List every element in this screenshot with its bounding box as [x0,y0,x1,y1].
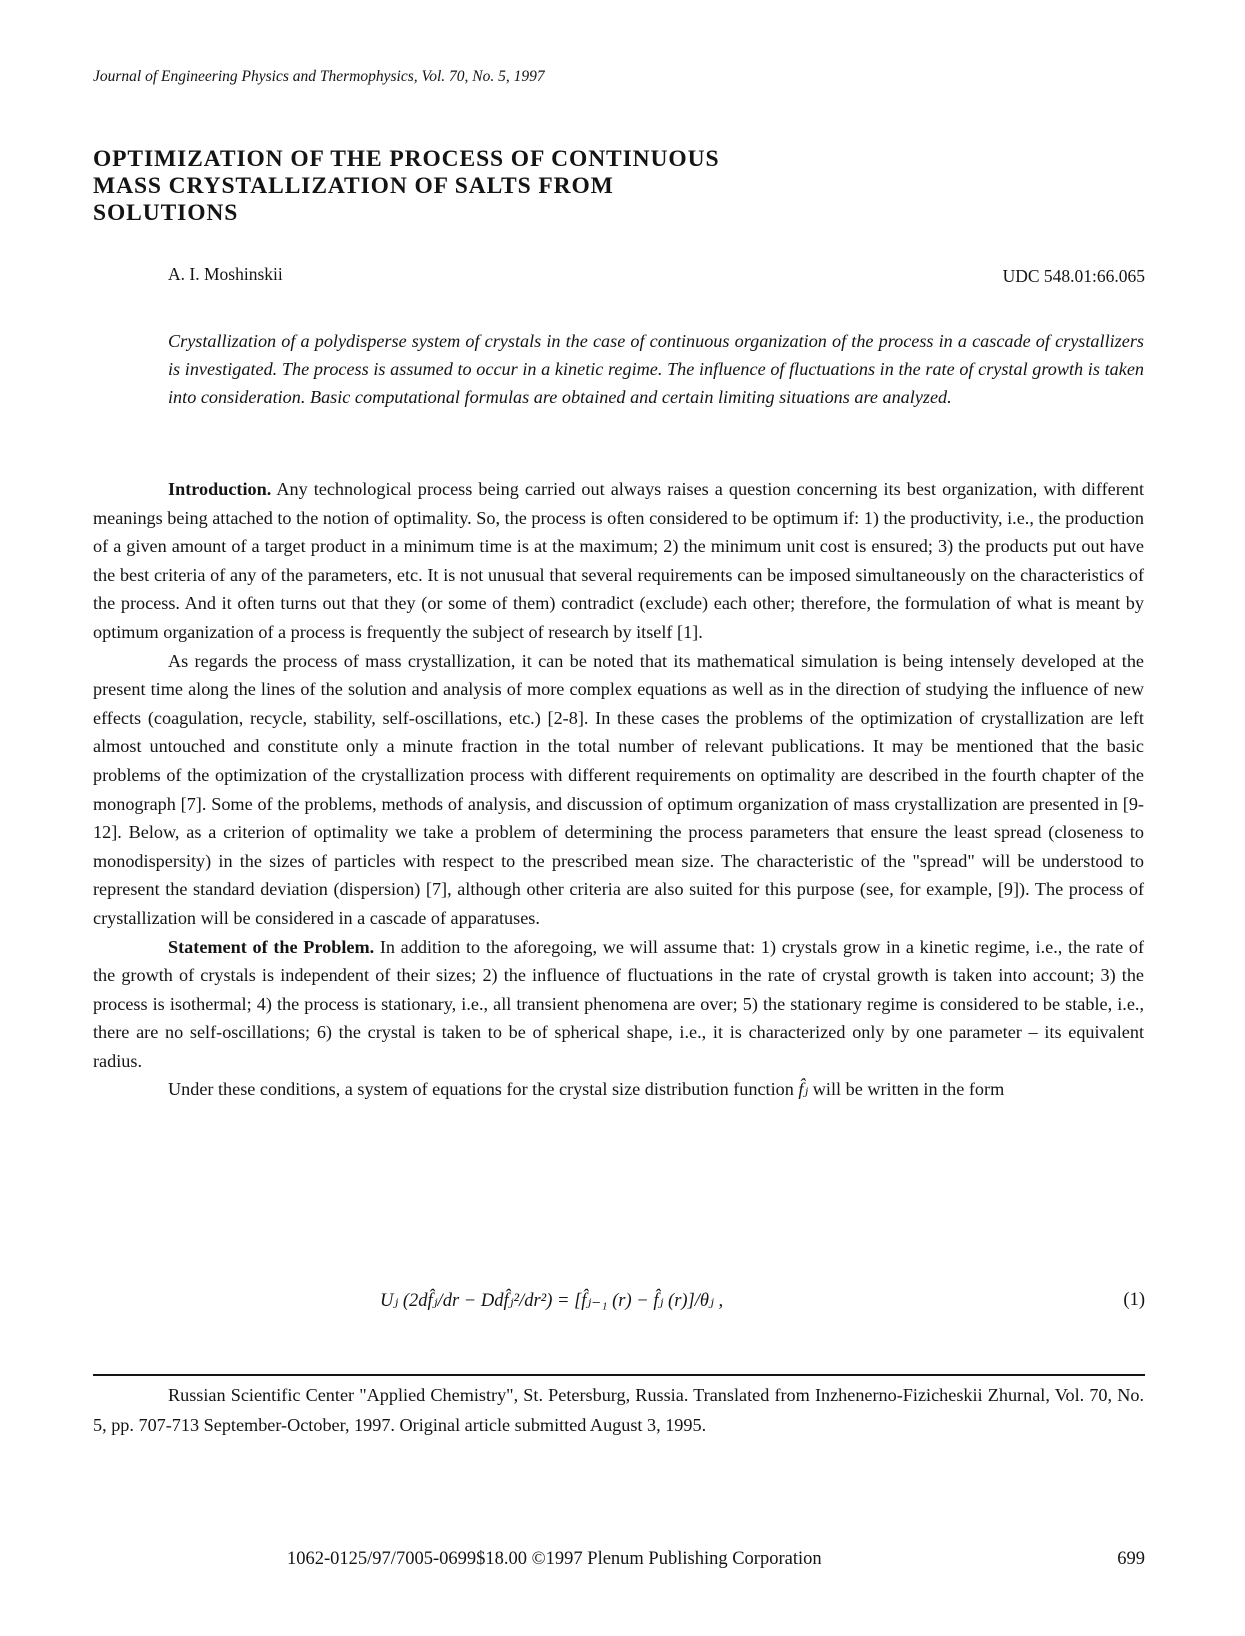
equation-1: Uⱼ (2df̂ⱼ/dr − Ddf̂ⱼ²/dr²) = [f̂ⱼ₋₁ (r) − f̂ⱼ (r)]/θⱼ , [380,1291,724,1311]
page-number: 699 [1117,1549,1145,1569]
distribution-function-symbol: f̂ⱼ [798,1079,809,1100]
footnote [93,1381,1144,1440]
article-title [93,146,853,227]
author-name: A. I. Moshinskii [168,264,283,284]
issn-copyright-line: 1062-0125/97/7005-0699$18.00 ©1997 Plenum Publishing Corporation [287,1549,822,1569]
statement-text: In addition to the aforegoing, we will assume that: 1) crystals grow in a kinetic regime, i.e., the rate of the growth of crystals is independent of their sizes; 2) the influence of fluctuations in the rate of crystal growth is taken into account; 3) the process is isothermal; 4) the process is stationary, i.e., all transient phenomena are over; 5) the stationary regime is considered to be stable, i.e., there are no self-oscillations; 6) the crystal is taken to be of spherical shape, i.e., it is characterized only by one parameter – its equivalent radius. [93,936,1145,1071]
equation-number: (1) [1123,1290,1145,1310]
paragraph-4 [93,1075,1144,1104]
paragraph-4-text-before: Under these conditions, a system of equations for the crystal size distribution function [168,1079,799,1100]
title-line: MASS CRYSTALLIZATION OF SALTS FROM [93,173,614,199]
paragraph-2: As regards the process of mass crystallization, it can be noted that its mathematical simulation is being intensely developed at the present time along the lines of the solution and analysis of more complex equations as well as in the direction of studying the influence of new effects (coagulation, recycle, stability, self-oscillations, etc.) [2-8]. In these cases the problems of the optimization of crystallization are left almost untouched and constitute only a minute fraction in the total number of relevant publications. It may be mentioned that the basic problems of the optimization of the crystallization process with different requirements on optimality are described in the fourth chapter of the monograph [7]. Some of the problems, methods of analysis, and discussion of optimum organization of mass crystallization are presented in [9-12]. Below, as a criterion of optimality we take a problem of determining the process parameters that ensure the least spread (closeness to monodispersity) in the sizes of particles with respect to the prescribed mean size. The characteristic of the "spread" will be understood to represent the standard deviation (dispersion) [7], although other criteria are also suited for this purpose (see, for example, [9]). The process of crystallization will be considered in a cascade of apparatuses. [93,650,1144,928]
title-line: OPTIMIZATION OF THE PROCESS OF CONTINUOUS [93,146,720,172]
intro-paragraph [93,475,1144,647]
intro-heading: Introduction. [168,479,272,499]
statement-heading: Statement of the Problem. [168,936,375,957]
abstract: Crystallization of a polydisperse system of crystals in the case of continuous organization of the process in a cascade of crystallizers is investigated. The process is assumed to occur in a kinetic regime. The influence of fluctuations in the rate of crystal growth is taken into consideration. Basic computational formulas are obtained and certain limiting situations are analyzed. [168,331,1144,408]
journal-header: Journal of Engineering Physics and Thermophysics, Vol. 70, No. 5, 1997 [93,68,545,85]
article-body [93,475,1144,1104]
udc-code: UDC 548.01:66.065 [1002,266,1145,286]
paragraph-4-text-after: will be written in the form [808,1079,1005,1100]
footnote-divider [93,1374,1145,1376]
footnote-text: Russian Scientific Center "Applied Chemistry", St. Petersburg, Russia. Translated from Inzhenerno-Fizicheskii Zhurnal, Vol. 70, No. 5, pp. 707-713 September-October, 1997. Original article submitted August 3, 1995. [93,1385,1144,1435]
statement-paragraph [93,933,1144,1076]
title-line: SOLUTIONS [93,200,239,226]
intro-text: Any technological process being carried out always raises a question concerning its best organization, with different meanings being attached to the notion of optimality. So, the process is often considered to be optimum if: 1) the productivity, i.e., the production of a given amount of a target product in a minimum time is at the maximum; 2) the minimum unit cost is ensured; 3) the products put out have the best criteria of any of the parameters, etc. It is not unusual that several requirements can be imposed simultaneously on the characteristics of the process. And it often turns out that they (or some of them) contradict (exclude) each other; therefore, the formulation of what is meant by optimum organization of a process is frequently the subject of research by itself [1]. [93,479,1145,642]
